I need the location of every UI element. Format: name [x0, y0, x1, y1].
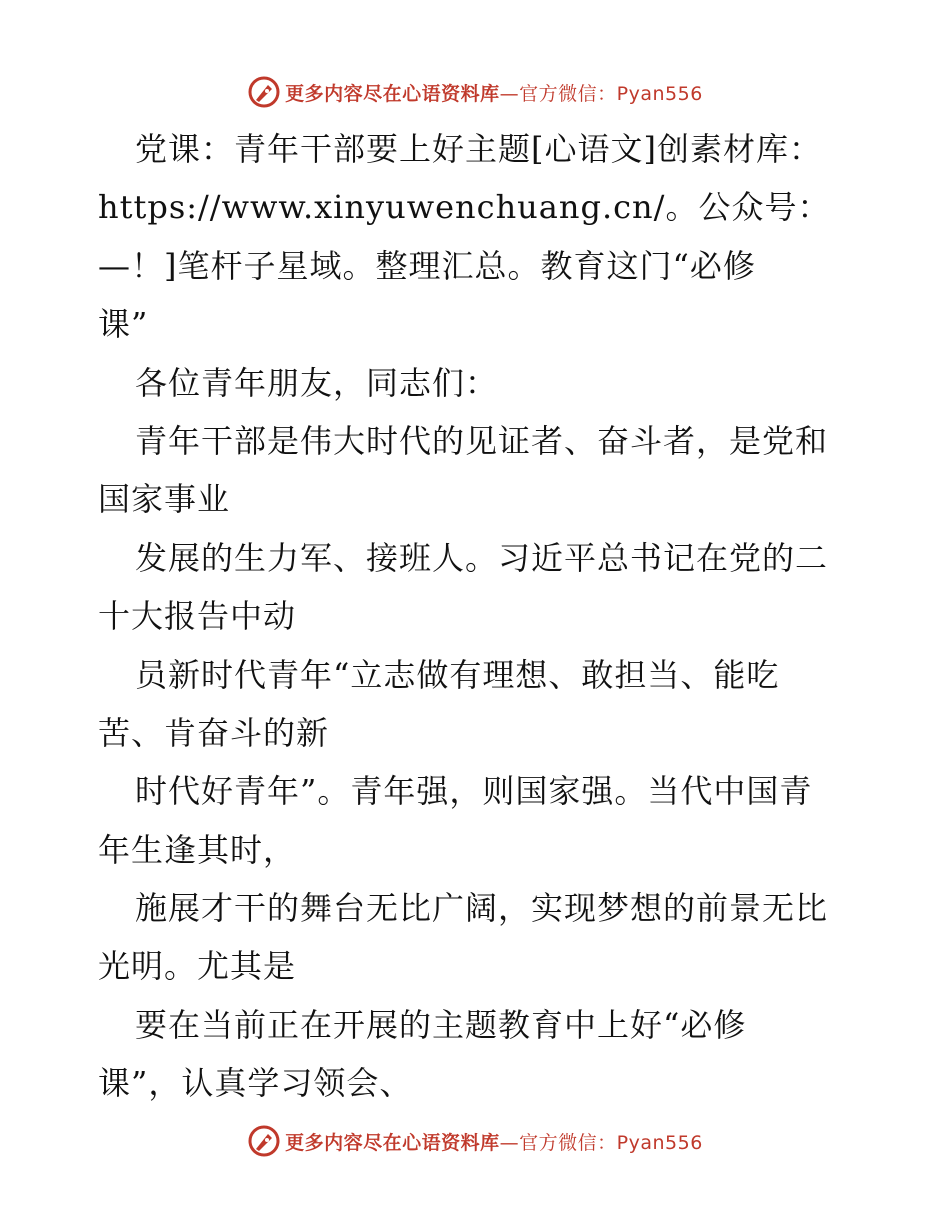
pen-nib-logo: [247, 1124, 281, 1158]
footer-banner: [0, 1121, 950, 1161]
text-line: 课”: [98, 305, 149, 344]
text-line: 十大报告中动: [98, 597, 297, 636]
text-line: 党课：青年干部要上好主题[心语文]创素材库：: [135, 130, 822, 168]
text-line: 时代好青年”。青年强，则国家强。当代中国青: [135, 772, 813, 811]
banner-text: [285, 1128, 703, 1155]
document-body: [98, 120, 858, 1113]
banner-sub-text: —官方微信：Pyan556: [499, 1131, 703, 1154]
text-line: 员新时代青年“立志做有理想、敢担当、能吃: [135, 655, 780, 694]
banner-sub-text: —官方微信：Pyan556: [499, 82, 703, 105]
text-line: 国家事业: [98, 480, 231, 519]
text-line: 发展的生力军、接班人。习近平总书记在党的二: [135, 538, 829, 577]
banner-main-text: 更多内容尽在心语资料库: [285, 1131, 500, 1154]
text-line: 年生逢其时，: [98, 830, 297, 869]
text-line: 施展才干的舞台无比广阔，实现梦想的前景无比: [135, 889, 829, 928]
text-line: 光明。尤其是: [98, 947, 297, 986]
pen-nib-logo: [247, 75, 281, 109]
banner-text: [285, 79, 703, 106]
banner-main-text: 更多内容尽在心语资料库: [285, 82, 500, 105]
text-line: https://www.xinyuwenchuang.cn/。公众号：: [98, 188, 831, 227]
header-banner: [0, 72, 950, 112]
text-line: 课”，认真学习领会、: [98, 1064, 413, 1103]
text-line: 各位青年朋友，同志们：: [135, 363, 499, 402]
text-line: 苦、肯奋斗的新: [98, 713, 330, 752]
text-line: —！]笔杆子星域。整理汇总。教育这门“必修: [98, 246, 756, 285]
text-line: 要在当前正在开展的主题教育中上好“必修: [135, 1005, 747, 1044]
text-line: 青年干部是伟大时代的见证者、奋斗者，是党和: [135, 421, 829, 460]
